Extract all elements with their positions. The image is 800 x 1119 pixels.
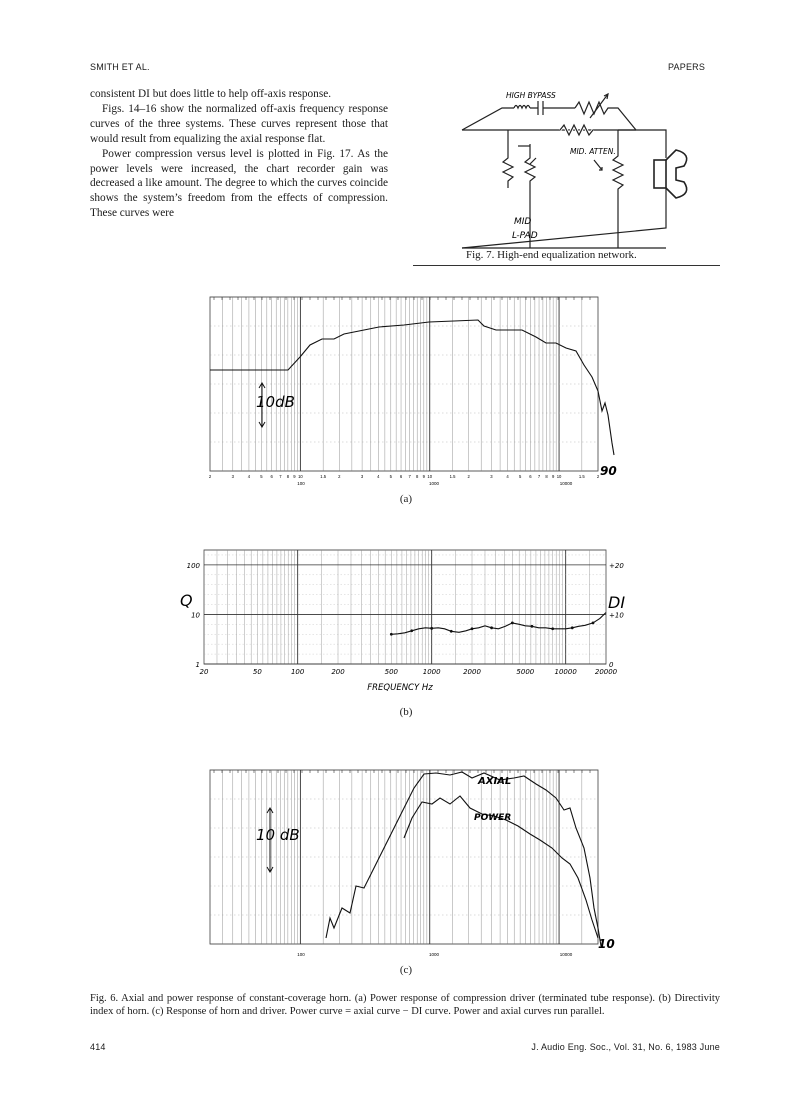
fig6b-x-tick-label: 5000 [516, 668, 535, 676]
fig6b-data-point [410, 629, 413, 632]
fig6a-tick-label: 2 [467, 474, 470, 479]
fig6c-grid [210, 770, 598, 944]
running-header-authors: SMITH ET AL. [90, 62, 150, 72]
fig6a-tick-label: 6 [529, 474, 532, 479]
fig6b-x-tick-label: 200 [331, 668, 345, 676]
fig6a-tick-label: 5 [389, 474, 392, 479]
fig6b-data-point [592, 621, 595, 624]
fig6b-frame [204, 550, 606, 664]
fig6b-x-tick-label: 500 [384, 668, 399, 676]
fig6a-tick-label: 2 [338, 474, 341, 479]
fig6c-decade-10000: 10000 [559, 952, 573, 957]
paragraph-3: Power compression versus level is plotted in Fig. 17. As the power levels were increased, the chart recorder gain was decreased a like amount. The degree to which the curves coincide shows the system’s freedom from the effects of compression. These curves were [90, 147, 388, 220]
fig7-label-mid: MID [514, 217, 532, 227]
fig6c-axial-curve [326, 772, 601, 946]
journal-citation: J. Audio Eng. Soc., Vol. 31, No. 6, 1983 June [531, 1042, 720, 1052]
fig6-caption: Fig. 6. Axial and power response of constant-coverage horn. (a) Power response of compression driver (terminated tube response). (b) Directivity index of horn. (c) Response of horn and driver. Power curve = axial curve − DI curve. Power and axial curves run parallel. [90, 993, 720, 1017]
fig6b-x-tick-label: 20 [199, 668, 209, 676]
fig6a-tick-label: 10 [427, 474, 433, 479]
fig6b-sublabel: (b) [399, 706, 413, 718]
fig6b-di-label: DI [608, 593, 626, 612]
fig6a-tick-label: 6 [270, 474, 273, 479]
fig6a-tick-label: 3 [490, 474, 493, 479]
fig6b-x-tick-label: 20000 [594, 668, 618, 676]
fig6a-tick-label: 8 [286, 474, 290, 479]
fig6a-tick-label: 6 [399, 474, 403, 479]
fig6b-di-tick-label: +10 [609, 611, 624, 620]
fig6a-tick-label: 3 [360, 474, 364, 479]
fig6b-di-tick-label: +20 [609, 561, 624, 570]
fig7-label-mid-atten: MID. ATTEN. [570, 147, 616, 156]
fig6b-grid [204, 550, 606, 664]
fig6b-data-point [571, 626, 574, 629]
fig6c-decade-1000: 1000 [428, 952, 440, 957]
page-number: 414 [90, 1042, 106, 1052]
fig6a-tick-label: 1.5 [320, 474, 327, 479]
fig6a-corner-label: 90 [600, 464, 617, 478]
fig6b-data-point [390, 633, 393, 636]
fig6a-tick-label: 9 [422, 474, 425, 479]
fig6b-data-point [430, 627, 433, 630]
running-header-section: PAPERS [668, 62, 706, 72]
fig6a-tick-label: 2 [208, 474, 212, 479]
fig6a-tick-label: 10 [556, 474, 562, 479]
fig6b-data-point [471, 627, 474, 630]
fig7-label-high-bypass: HIGH BYPASS [506, 91, 556, 100]
fig6a-tick-label: 5 [260, 474, 263, 479]
fig7-caption: Fig. 7. High-end equalization network. [466, 249, 637, 261]
fig6a-tick-label: 8 [545, 474, 548, 479]
fig6a-chart [204, 295, 624, 487]
fig6b-data-point [450, 630, 453, 633]
fig6c-power-label: POWER [474, 813, 512, 823]
fig6a-tick-label: 1.5 [449, 474, 456, 479]
fig6a-scale-label: 10dB [256, 393, 295, 411]
fig6b-xlabel: FREQUENCY Hz [367, 683, 433, 693]
fig6a-tick-label: 9 [551, 474, 555, 479]
fig6a-tick-label: 4 [247, 474, 251, 479]
fig7-circuit-diagram [440, 88, 700, 250]
fig6b-q-label: Q [180, 591, 193, 610]
fig7-label-lpad: L-PAD [512, 231, 538, 241]
paragraph-1: consistent DI but does little to help off-axis response. [90, 88, 332, 100]
fig6a-tick-label: 8 [416, 474, 419, 479]
fig6b-x-tick-label: 50 [252, 668, 262, 676]
fig6a-tick-label: 1.5 [578, 474, 585, 479]
fig6a-grid [210, 297, 598, 471]
grid-frame [210, 297, 598, 471]
fig7-rule [413, 265, 720, 266]
fig6b-data-point [490, 626, 493, 629]
fig6a-tick-label: 7 [408, 474, 411, 479]
fig6a-decade-10000: 10000 [559, 481, 573, 486]
fig6c-decade-100: 100 [297, 952, 305, 957]
fig6b-data-point [511, 621, 514, 624]
fig6a-decade-100: 100 [297, 481, 305, 486]
fig6b-data-point [531, 625, 534, 628]
fig6b-x-tick-label: 1000 [422, 668, 441, 676]
fig6b-chart [170, 546, 650, 696]
fig6a-tick-label: 2 [596, 474, 600, 479]
fig6b-q-tick-label: 10 [191, 611, 200, 620]
fig6b-axis-tick-labels [187, 562, 625, 676]
fig6a-tick-label: 9 [293, 474, 296, 479]
fig6a-tick-label: 4 [377, 474, 380, 479]
fig6b-data-point [551, 627, 554, 630]
fig6b-x-tick-label: 100 [290, 668, 305, 676]
fig6b-q-tick-label: 1 [195, 661, 200, 669]
fig6a-decade-1000: 1000 [428, 481, 440, 486]
fig6b-q-tick-label: 100 [186, 561, 200, 570]
fig6b-di-series-line [391, 613, 606, 635]
fig6c-axial-label: AXIAL [478, 776, 512, 787]
fig6a-sublabel: (a) [399, 493, 413, 505]
fig6a-tick-label: 5 [518, 474, 522, 479]
fig6c-scale-label: 10 dB [256, 826, 300, 844]
fig6a-tick-label: 4 [506, 474, 509, 479]
fig6a-power-response-curve [210, 320, 614, 455]
fig6c-chart [204, 768, 624, 958]
grid-frame [210, 770, 598, 944]
fig6b-x-tick-label: 10000 [554, 668, 577, 676]
fig6b-x-tick-label: 2000 [463, 668, 481, 676]
fig6a-tick-labels [209, 474, 600, 479]
fig6a-tick-label: 10 [298, 474, 303, 479]
fig6b-di-tick-label: 0 [609, 661, 614, 669]
fig6a-tick-label: 7 [279, 474, 282, 479]
fig6a-tick-label: 3 [231, 474, 234, 479]
fig6c-sublabel: (c) [399, 964, 413, 976]
paragraph-2: Figs. 14–16 show the normalized off-axis frequency response curves of the three systems. These curves represent those that would result from equalizing the axial response flat. [90, 102, 388, 145]
fig6c-corner-label: 10 [598, 937, 615, 951]
body-text-column [90, 87, 388, 221]
fig6a-tick-label: 7 [537, 474, 541, 479]
